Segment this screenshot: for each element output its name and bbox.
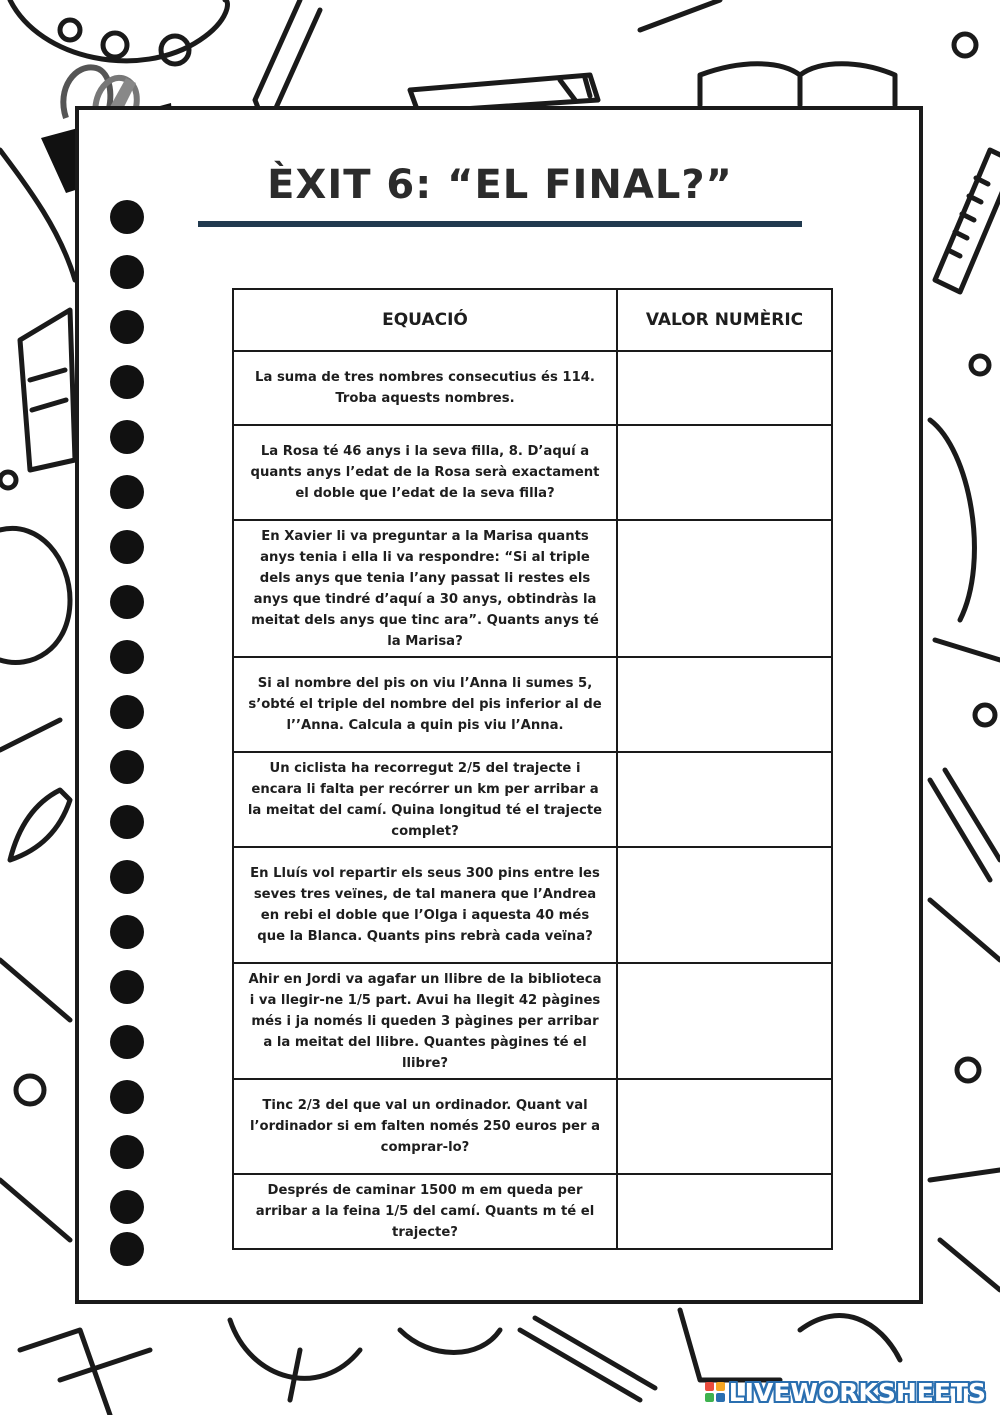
title-underline [198, 221, 802, 227]
answer-cell [617, 963, 832, 1079]
question-cell: La Rosa té 46 anys i la seva filla, 8. D’aquí a quants anys l’edat de la Rosa serà exactament el doble que l’edat de la seva filla? [233, 425, 617, 520]
notebook-hole [110, 475, 144, 509]
notebook-hole [110, 1232, 144, 1266]
notebook-hole [110, 1135, 144, 1169]
table-header-row [233, 289, 832, 351]
answer-input[interactable] [618, 579, 831, 599]
question-cell: En Xavier li va preguntar a la Marisa quants anys tenia i ella li va respondre: “Si al triple dels anys que tenia l’any passat li restes els anys que tindré d’aquí a 30 anys, obtindràs la meitat dels anys que tinc ara”. Quants anys té la Marisa? [233, 520, 617, 657]
notebook-hole [110, 750, 144, 784]
palette-icon [10, 0, 227, 61]
answer-input[interactable] [618, 790, 831, 810]
logo-square [705, 1382, 714, 1391]
table-row [233, 847, 832, 963]
table-row [233, 963, 832, 1079]
table-row [233, 351, 832, 425]
logo-square [716, 1382, 725, 1391]
answer-cell [617, 351, 832, 425]
equation-table [232, 288, 833, 1250]
header-valor-numeric: VALOR NUMÈRIC [617, 289, 832, 351]
page-title: ÈXIT 6: “EL FINAL?” [267, 162, 733, 208]
answer-input[interactable] [618, 1117, 831, 1137]
question-cell: Després de caminar 1500 m em queda per arribar a la feina 1/5 del camí. Quants m té el trajecte? [233, 1174, 617, 1249]
answer-cell [617, 847, 832, 963]
answer-cell [617, 425, 832, 520]
pencil-icon [255, 0, 320, 118]
question-cell: Si al nombre del pis on viu l’Anna li sumes 5, s’obté el triple del nombre del pis inferior al de l’’Anna. Calcula a quin pis viu l’Anna. [233, 657, 617, 752]
notebook-hole [110, 860, 144, 894]
notebook-hole [110, 640, 144, 674]
answer-cell [617, 520, 832, 657]
notebook-hole [110, 915, 144, 949]
header-equacio: EQUACIÓ [233, 289, 617, 351]
notebook-hole [110, 530, 144, 564]
ruler-icon [935, 150, 1000, 292]
notebook-hole [110, 1190, 144, 1224]
notebook-hole [110, 585, 144, 619]
answer-input[interactable] [618, 895, 831, 915]
answer-input[interactable] [618, 695, 831, 715]
answer-cell [617, 1079, 832, 1174]
table-row [233, 425, 832, 520]
pen-icon [520, 1318, 655, 1400]
notebook-hole [110, 310, 144, 344]
notebook-hole [110, 420, 144, 454]
table-row [233, 1079, 832, 1174]
question-cell: Tinc 2/3 del que val un ordinador. Quant val l’ordinador si em falten només 250 euros per a comprar-lo? [233, 1079, 617, 1174]
table-row [233, 752, 832, 847]
notebook-hole [110, 970, 144, 1004]
notebook-hole [110, 365, 144, 399]
answer-cell [617, 752, 832, 847]
watermark-text: LIVEWORKSHEETS [728, 1377, 986, 1407]
liveworksheets-watermark [705, 1375, 986, 1409]
question-cell: La suma de tres nombres consecutius és 114. Troba aquests nombres. [233, 351, 617, 425]
paintbrush-icon [10, 790, 70, 860]
notebook-hole [110, 200, 144, 234]
liveworksheets-logo-icon [705, 1382, 725, 1402]
answer-input[interactable] [618, 1011, 831, 1031]
answer-cell [617, 1174, 832, 1249]
logo-square [716, 1393, 725, 1402]
notebook-hole [110, 1025, 144, 1059]
table-row [233, 520, 832, 657]
notebook-hole [110, 805, 144, 839]
question-cell: Un ciclista ha recorregut 2/5 del trajecte i encara li falta per recórrer un km per arribar a la meitat del camí. Quina longitud té el trajecte complet? [233, 752, 617, 847]
question-cell: En Lluís vol repartir els seus 300 pins entre les seves tres veïnes, de tal manera que l’Andrea en rebi el doble que l’Olga i aquesta 40 més que la Blanca. Quants pins rebrà cada veïna? [233, 847, 617, 963]
notebook-hole [110, 1080, 144, 1114]
notebook-hole [110, 695, 144, 729]
paper-icon [20, 310, 75, 470]
table-row [233, 657, 832, 752]
answer-cell [617, 657, 832, 752]
notebook-hole [110, 255, 144, 289]
table-row [233, 1174, 832, 1249]
question-cell: Ahir en Jordi va agafar un llibre de la biblioteca i va llegir-ne 1/5 part. Avui ha llegit 42 pàgines més i ja només li queden 3 pàgines per arribar a la meitat del llibre. Quantes pàgines té el llibre? [233, 963, 617, 1079]
answer-input[interactable] [618, 1202, 831, 1222]
answer-input[interactable] [618, 378, 831, 398]
logo-square [705, 1393, 714, 1402]
answer-input[interactable] [618, 463, 831, 483]
